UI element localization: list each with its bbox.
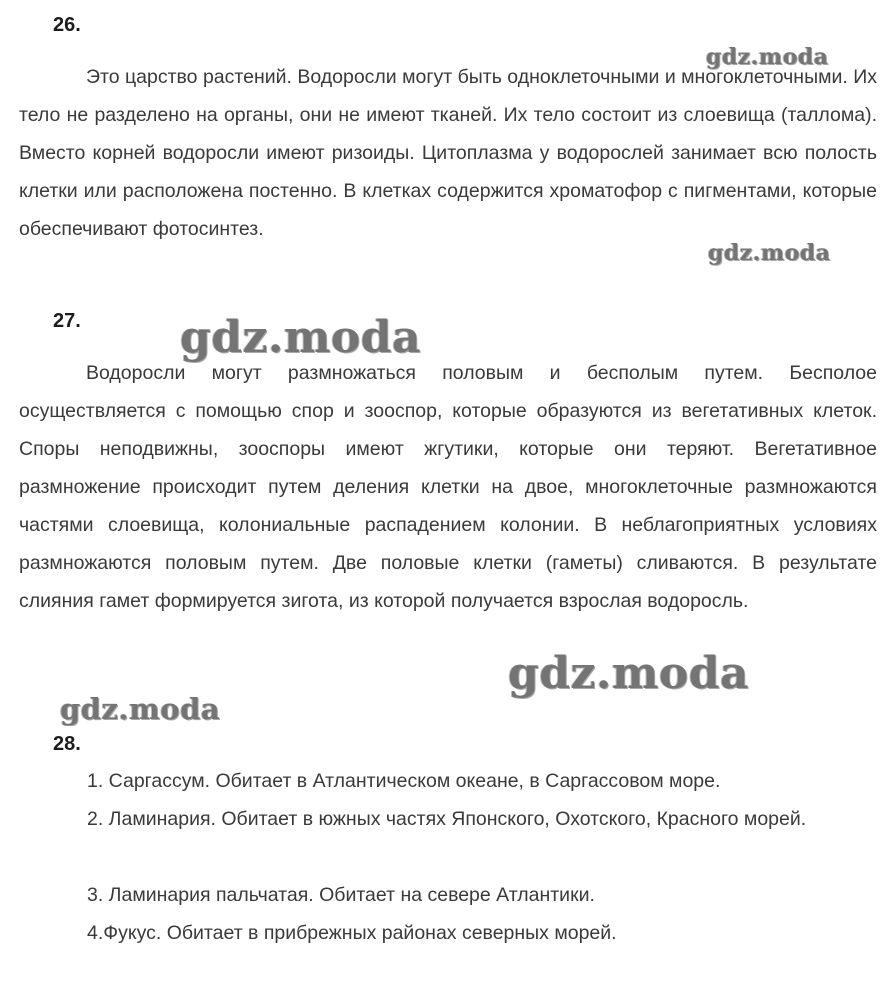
section-number-27: 27. — [53, 310, 81, 332]
list-item: 2. Ламинария. Обитает в южных частях Японского, Охотского, Красного морей. — [87, 808, 807, 830]
list-item: 3. Ламинария пальчатая. Обитает на севере Атлантики. — [87, 884, 595, 906]
watermark-logo: gdz.moda — [60, 692, 221, 726]
watermark-logo: gdz.moda — [180, 312, 422, 363]
section-number-28: 28. — [53, 733, 81, 755]
watermark-logo: gdz.moda — [508, 648, 750, 699]
section-26-paragraph: Это царство растений. Водоросли могут быть одноклеточными и многоклеточными. Их тело не разделено на органы, они не имеют тканей. Их тело состоит из слоевища (таллома). Вместо корней водоросли имеют ризоиды. Цитоплазма у водорослей занимает всю полость клетки или расположена постенно. В клетках содержится хроматофор с пигментами, которые обеспечивают фотосинтез. — [19, 66, 877, 240]
list-item: 1. Саргассум. Обитает в Атлантическом океане, в Саргассовом море. — [87, 770, 721, 792]
watermark-logo: gdz.moda — [706, 44, 829, 70]
section-27-paragraph: Водоросли могут размножаться половым и бесполым путем. Бесполое осуществляется с помощью спор и зооспор, которые образуются из вегетативных клеток. Споры неподвижны, зооспоры имеют жгутики, которые они теряют. Вегетативное размножение происходит путем деления клетки на двое, многоклеточные размножаются частями слоевища, колониальные распадением колонии. В неблагоприятных условиях размножаются половым путем. Две половые клетки (гаметы) сливаются. В результате слияния гамет формируется зигота, из которой получается взрослая водоросль. — [19, 362, 877, 612]
watermark-logo: gdz.moda — [708, 240, 831, 266]
list-item: 4.Фукус. Обитает в прибрежных районах северных морей. — [87, 922, 617, 944]
section-number-26: 26. — [53, 14, 81, 36]
